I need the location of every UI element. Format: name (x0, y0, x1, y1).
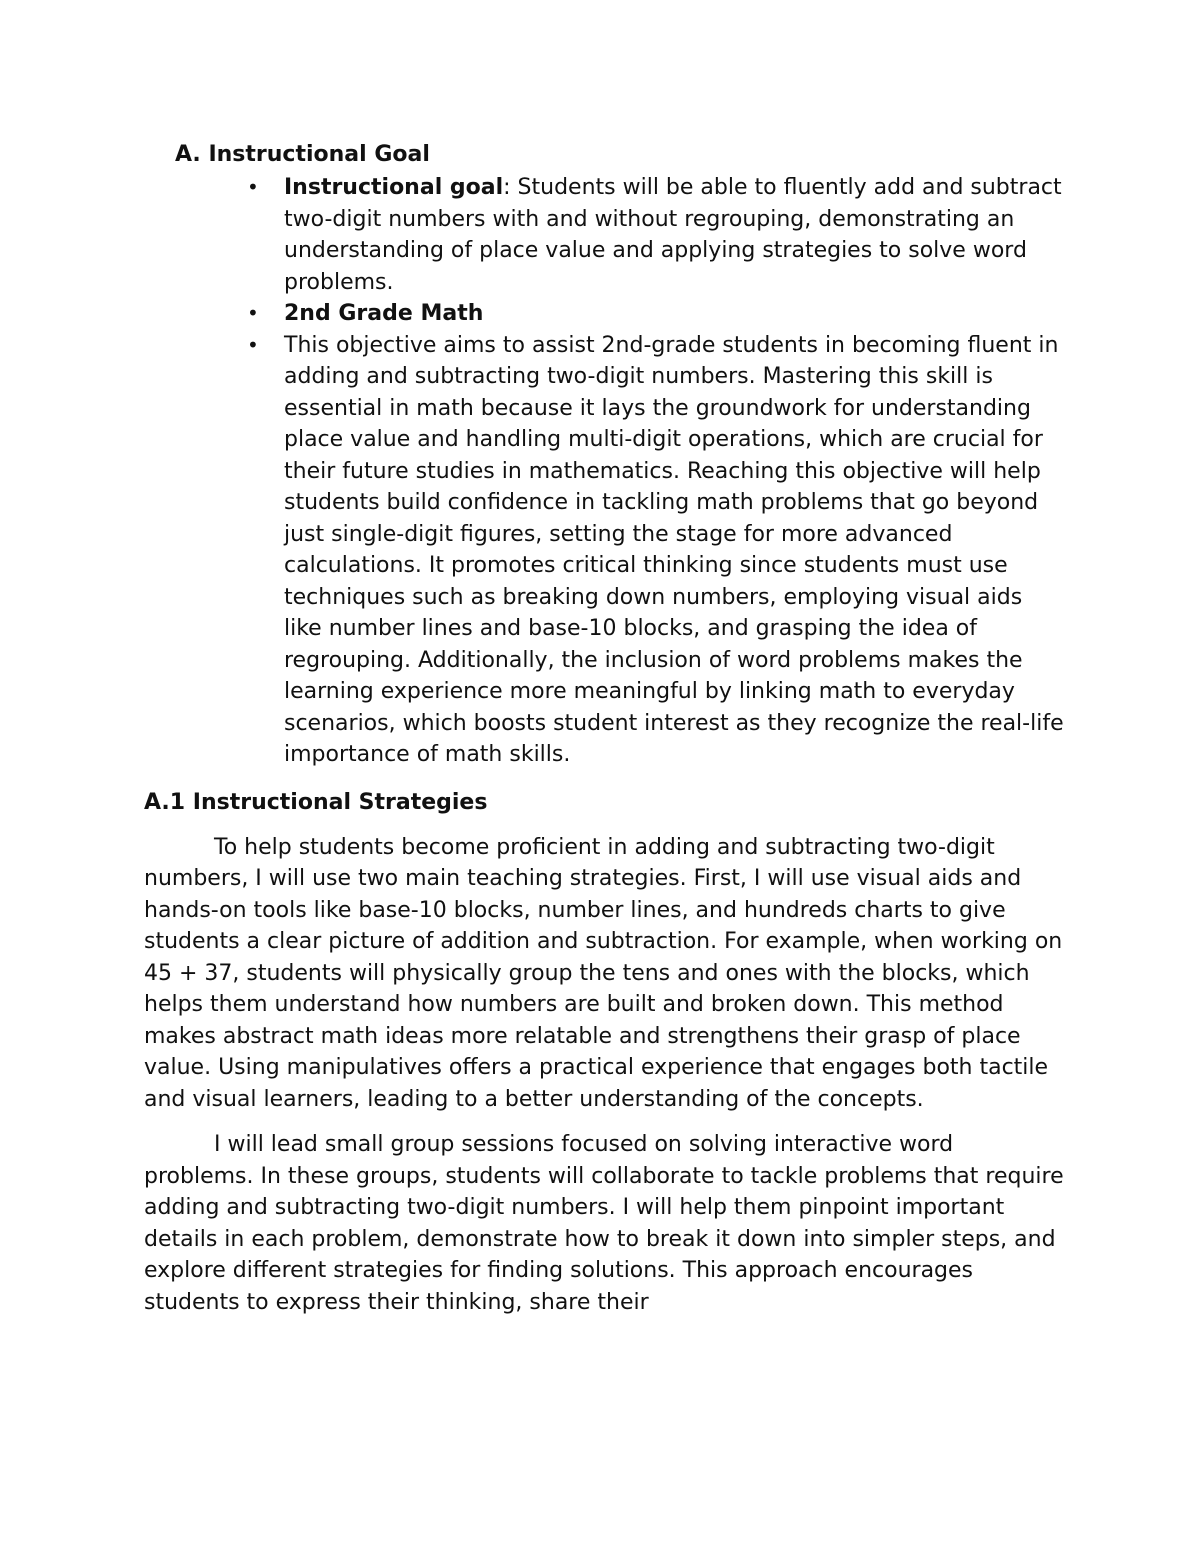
document-body (144, 138, 1064, 1332)
list-item-objective-rationale (247, 330, 1064, 771)
list-item-text: This objective aims to assist 2nd-grade students in becoming fluent in adding and subtracting two-digit numbers. Mastering this skill is essential in math because it lays the groundwork for understanding place value and handling multi-digit operations, which are crucial for their future studies in mathematics. Reaching this objective will help students build confidence in tackling math problems that go beyond just single-digit figures, setting the stage for more advanced calculations. It promotes critical thinking since students must use techniques such as breaking down numbers, employing visual aids like number lines and base-10 blocks, and grasping the idea of regrouping. Additionally, the inclusion of word problems makes the learning experience more meaningful by linking math to everyday scenarios, which boosts student interest as they recognize the real-life importance of math skills. (284, 332, 1064, 767)
bullet-icon: • (247, 301, 259, 325)
list-item-label: 2nd Grade Math (284, 301, 484, 326)
section-heading-instructional-strategies: A.1 Instructional Strategies (144, 789, 488, 815)
list-item-grade-level (247, 298, 1064, 330)
paragraph-visual-aids: To help students become proficient in adding and subtracting two-digit numbers, I will use two main teaching strategies. First, I will use visual aids and hands-on tools like base-10 blocks, number lines, and hundreds charts to give students a clear picture of addition and subtraction. For example, when working on 45 + 37, students will physically group the tens and ones with the blocks, which helps them understand how numbers are built and broken down. This method makes abstract math ideas more relatable and strengthens their grasp of place value. Using manipulatives offers a practical experience that engages both tactile and visual learners, leading to a better understanding of the concepts. (144, 834, 1063, 1112)
bullet-icon: • (247, 332, 259, 357)
paragraph-small-groups: I will lead small group sessions focused on solving interactive word problems. In these groups, students will collaborate to tackle problems that require adding and subtracting two-digit numbers. I will help them pinpoint important details in each problem, demonstrate how to break it down into simpler steps, and explore different strategies for finding solutions. This approach encourages students to express their thinking, share their (144, 1132, 1064, 1315)
instructional-goal-list (144, 172, 1064, 771)
bullet-icon: • (247, 175, 259, 199)
list-item-label: Instructional goal (284, 175, 504, 200)
list-item-text: : Students will be able to fluently add and subtract two-digit numbers with and without regrouping, demonstrating an understanding of place value and applying strategies to solve word problems. (284, 175, 1062, 295)
list-item-instructional-goal (247, 172, 1064, 298)
section-heading-instructional-goal: A. Instructional Goal (175, 142, 430, 167)
